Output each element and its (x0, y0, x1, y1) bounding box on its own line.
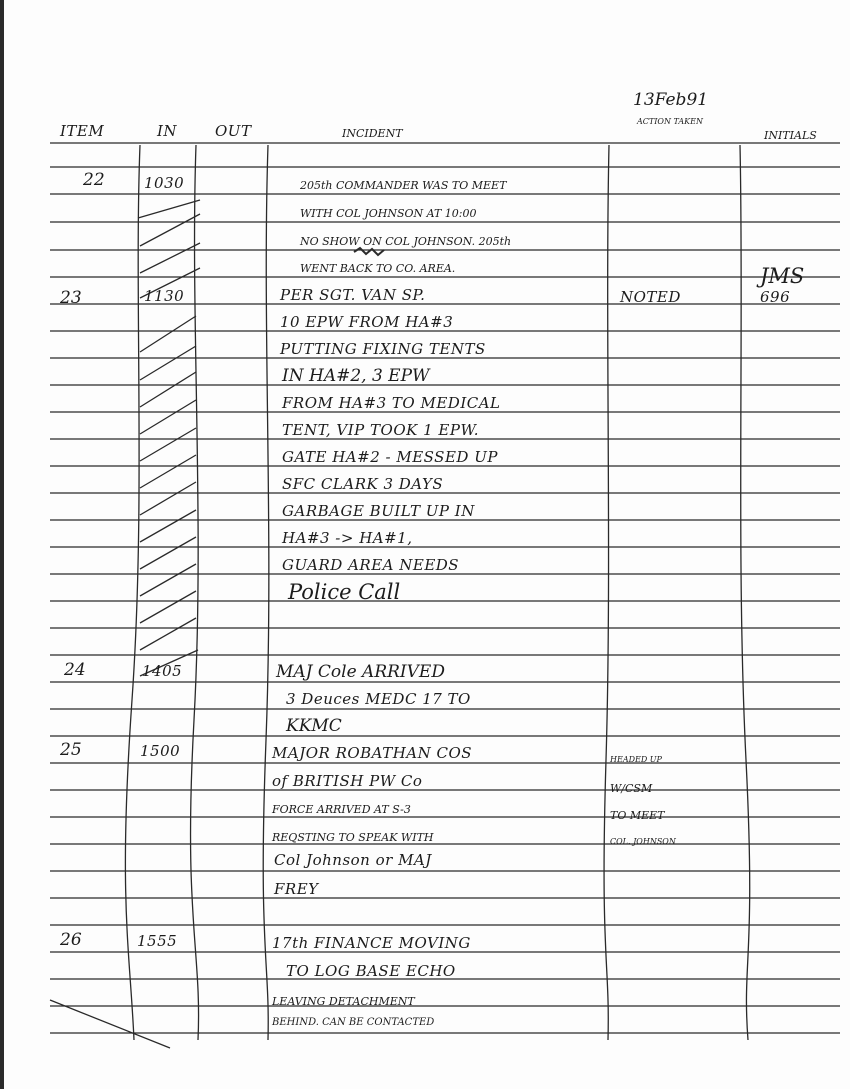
incident-line: REQSTING TO SPEAK WITH (272, 831, 434, 844)
item-number: 25 (60, 740, 82, 760)
action-taken-line: W/CSM (610, 782, 653, 795)
header-out: OUT (215, 122, 252, 140)
action-taken-line: HEADED UP (610, 755, 662, 764)
incident-line: KKMC (286, 716, 342, 736)
incident-line: NO SHOW ON COL JOHNSON. 205th (300, 235, 512, 248)
incident-line: BEHIND. CAN BE CONTACTED (272, 1017, 435, 1028)
incident-line: of BRITISH PW Co (272, 772, 423, 790)
incident-line: PER SGT. VAN SP. (280, 286, 426, 304)
item-number: 26 (60, 930, 82, 950)
header-incident: INCIDENT (342, 127, 403, 140)
time-in: 1555 (137, 932, 178, 950)
incident-line: Police Call (288, 580, 401, 604)
incident-line: FROM HA#3 TO MEDICAL (282, 394, 501, 412)
incident-line: HA#3 -> HA#1, (282, 529, 413, 547)
action-taken-line: COL. JOHNSON (610, 837, 676, 846)
incident-line: GARBAGE BUILT UP IN (282, 502, 475, 520)
initials: JMS (760, 264, 805, 288)
incident-line: GUARD AREA NEEDS (282, 556, 460, 574)
incident-line: MAJOR ROBATHAN COS (272, 744, 473, 762)
incident-line: 10 EPW FROM HA#3 (280, 313, 454, 331)
header-action-taken: ACTION TAKEN (637, 117, 703, 126)
incident-line: 205th COMMANDER WAS TO MEET (300, 179, 507, 192)
header-item: ITEM (60, 122, 105, 140)
incident-line: FORCE ARRIVED AT S-3 (272, 803, 411, 816)
incident-line: TENT, VIP TOOK 1 EPW. (282, 421, 480, 439)
incident-line: LEAVING DETACHMENT (272, 995, 415, 1008)
header-in: IN (157, 122, 178, 140)
time-in: 1130 (144, 287, 185, 305)
incident-line: TO LOG BASE ECHO (286, 962, 456, 980)
incident-line: WITH COL JOHNSON AT 10:00 (300, 207, 477, 220)
incident-line: PUTTING FIXING TENTS (280, 340, 486, 358)
initials: 696 (760, 288, 791, 306)
item-number: 23 (60, 288, 82, 308)
action-taken: NOTED (620, 288, 681, 306)
incident-line: Col Johnson or MAJ (274, 851, 432, 869)
item-number: 22 (83, 170, 105, 190)
incident-line: WENT BACK TO CO. AREA. (300, 262, 456, 275)
item-number: 24 (64, 660, 86, 680)
time-in: 1500 (140, 742, 181, 760)
time-in: 1405 (142, 662, 183, 680)
incident-line: GATE HA#2 - MESSED UP (282, 448, 498, 466)
time-in: 1030 (144, 174, 185, 192)
log-date: 13Feb91 (633, 90, 709, 110)
header-initials: INITIALS (764, 129, 817, 142)
incident-line: IN HA#2, 3 EPW (282, 366, 430, 386)
incident-line: 17th FINANCE MOVING (272, 934, 471, 952)
incident-line: SFC CLARK 3 DAYS (282, 475, 444, 493)
incident-line: 3 Deuces MEDC 17 TO (286, 690, 471, 708)
action-taken-line: TO MEET (610, 809, 665, 822)
incident-line: MAJ Cole ARRIVED (276, 662, 445, 682)
incident-line: FREY (274, 880, 319, 898)
